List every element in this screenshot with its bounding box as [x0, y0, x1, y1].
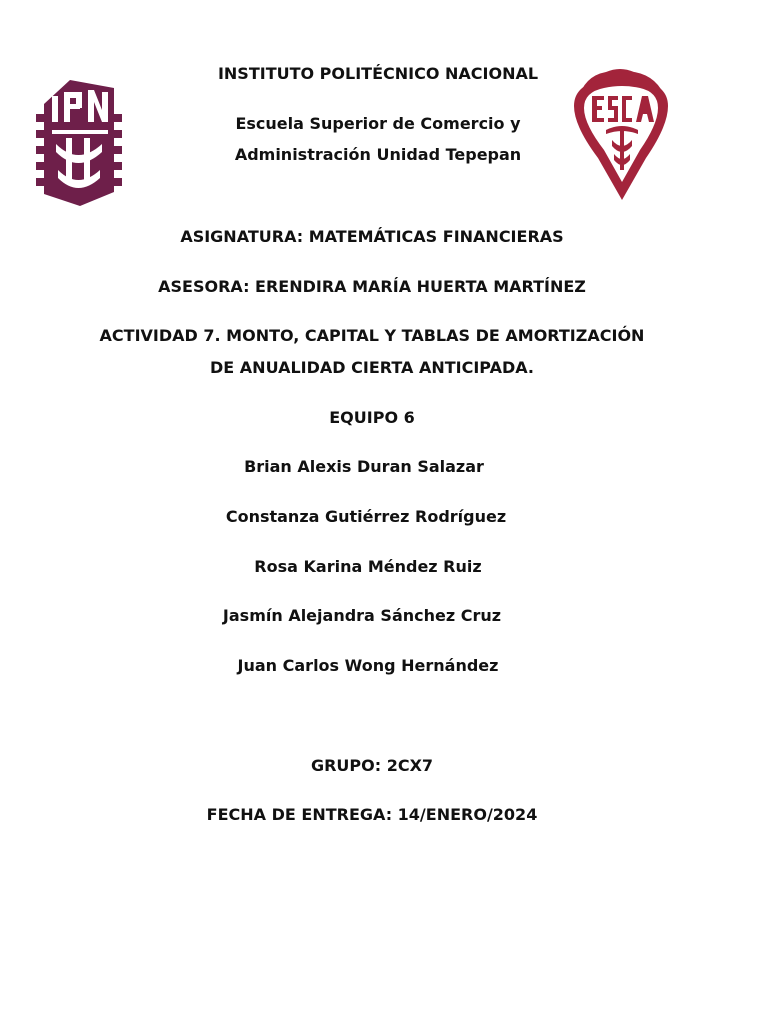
team-member: Constanza Gutiérrez Rodríguez [225, 507, 507, 526]
activity-title-line-2: DE ANUALIDAD CIERTA ANTICIPADA. [210, 358, 534, 377]
institution-name: INSTITUTO POLITÉCNICO NACIONAL [217, 64, 539, 83]
team-member: Rosa Karina Méndez Ruiz [254, 557, 482, 576]
due-date: FECHA DE ENTREGA: 14/ENERO/2024 [206, 805, 538, 824]
ipn-logo-icon [36, 74, 122, 208]
team-member: Brian Alexis Duran Salazar [244, 457, 484, 476]
school-name-line-2: Administración Unidad Tepepan [234, 145, 522, 164]
school-name-line-1: Escuela Superior de Comercio y [235, 114, 521, 133]
subject: ASIGNATURA: MATEMÁTICAS FINANCIERAS [180, 227, 564, 246]
team-member: Jasmín Alejandra Sánchez Cruz [222, 606, 502, 625]
activity-title-line-1: ACTIVIDAD 7. MONTO, CAPITAL Y TABLAS DE AMORTIZACIÓN [99, 326, 645, 345]
team-name: EQUIPO 6 [329, 408, 415, 427]
group: GRUPO: 2CX7 [310, 756, 434, 775]
esca-logo-icon [570, 66, 672, 202]
advisor: ASESORA: ERENDIRA MARÍA HUERTA MARTÍNEZ [158, 277, 586, 296]
team-member: Juan Carlos Wong Hernández [237, 656, 499, 675]
